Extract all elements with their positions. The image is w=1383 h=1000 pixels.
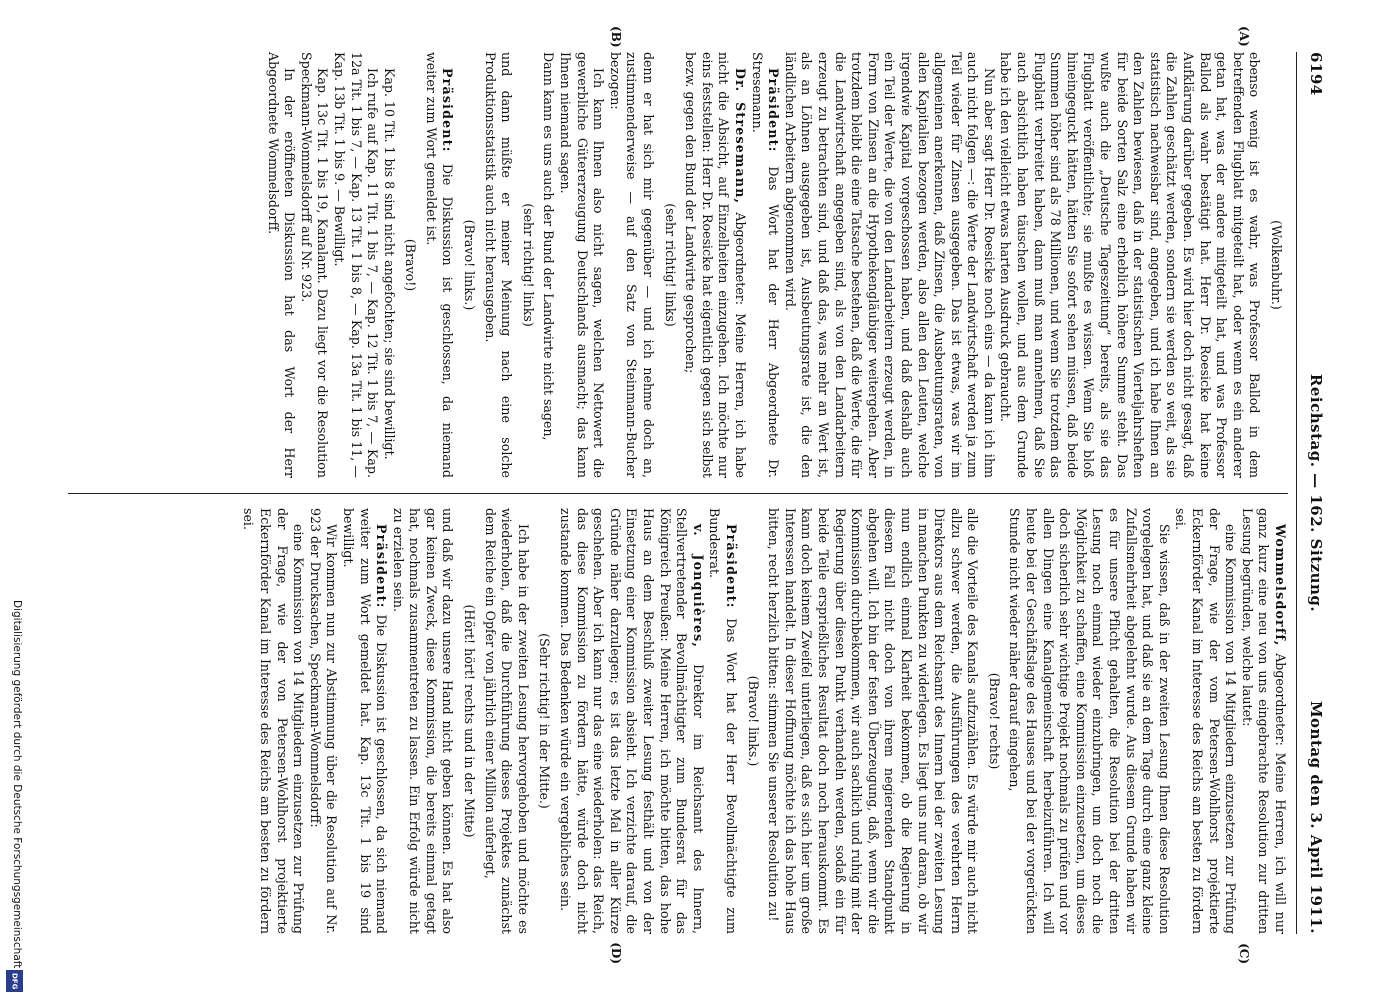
- quotation: eine Kommission von 14 Mitgliedern einzusetzen zur Prüfung der Frage, wie der von Petersen-Wohlhorst projektierte Eckernförder Kanal im Interesse des Reichs am besten zu fördern sei.: [241, 508, 307, 934]
- president-statement: Die Diskussion ist geschlossen, da sich niemand weiter zum Wort gemeldet hat. Kap. 13c Tit. 1 bis 19 sind bewilligt.: [340, 508, 390, 934]
- left-column: [68, 26, 1288, 479]
- quotation: Ich kann Ihnen also nicht sagen, welchen Nettowert die gewerbliche Gütererzeugung Deutschlands ausmacht; das kann Ihnen niemand sagen.: [558, 52, 607, 478]
- interjection: (Bravo!): [403, 238, 419, 292]
- paragraph: und daß wir dazu unsere Hand nicht geben können. Es hat also gar keinen Zweck, diese Kommission, die bereits einmal getagt hat, nochmals zusammentreten zu lassen. Ein Erfolg würde nicht zu erzielen sein.: [390, 508, 456, 934]
- speech: Abgeordneter: Meine Herren, ich habe nicht die Absicht, auf Einzelheiten einzugehen. Ich möchte nur eins feststellen: Herr Dr. Roesicke hat eigentlich gegen sich selbst bezw. gegen den Bund der Landwirte gesprochen;: [683, 52, 748, 479]
- dfg-logo: DFG: [6, 970, 23, 992]
- interjection: (Hört! hört! rechts und in der Mitte): [462, 604, 478, 838]
- president-statement: Das Wort hat der Herr Abgeordnete Dr. Stresemann.: [749, 52, 782, 478]
- president-statement: Die Diskussion ist geschlossen, da niemand weiter zum Wort gemeldet ist.: [423, 52, 456, 478]
- paragraph: alle die Vorteile des Kanals aufzuzählen. Es würde mir auch nicht allzu schwer werden, die Ausführungen des verehrten Herrn Direktors aus dem Reichsamt des Innern bei der zweiten Lesung in manchen Punkten zu widerlegen. Es liegt uns nur daran, ob wir nun endlich einmal Klarheit bekommen, ob die Regierung in diesem Fall nicht doch von ihrem negierenden Standpunkt abgehen will. Ich bin der festen Überzeugung, daß, wenn wir die Kommission durchbekommen, wir auch sachlich und ruhig mit der Regierung über diesen Punkt verhandeln werden, sodaß ein für beide Teile ersprießliches Resultat doch noch herauskommt. Es kann doch keinem Zweifel unterliegen, daß es sich hier um große Interessen handelt. In dieser Hoffnung möchte ich das hohe Haus bitten, recht herzlich bitten: stimmen Sie unserer Resolution zu!: [766, 508, 981, 934]
- paragraph: ebenso wenig ist es wahr, was Professor Ballod in dem betreffenden Flugblatt mitgeteilt hat, oder wenn es ein anderer getan hat, was der andere mitgeteilt hat, und was Professor Ballod als wahr bestätigt hat. Herr Dr. Roesicke hat keine Aufklärung darüber gegeben. Es wird hier doch nicht gesagt, daß die Zahlen geschätzt werden, sondern sie werden so weit, als sie statistisch nachweisbar sind, angegeben, und ich habe Ihnen an den Zahlen bewiesen, daß in der statistischen Vierteljahrsheften für beide Sorten Salz eine erheblich höhere Summe steht. Das wußte auch die „Deutsche Tageszeitung“ bereits, als sie das Flugblatt veröffentlichte; sie mußte es wissen. Wenn Sie bloß hineingeguckt hätten, hätten Sie sofort sehen müssen, daß beide Summen höher sind als 78 Millionen, und wenn Sie trotzdem das Flugblatt verbreitet haben, dann muß man annehmen, daß Sie auch absichtlich haben täuschen wollen, und aus dem Grunde habe ich den vielleicht etwas harten Ausdruck gebraucht.: [998, 52, 1263, 478]
- paragraph: Ich rufe auf Kap. 11 Tit. 1 bis 7, — Kap. 12 Tit. 1 bis 7, — Kap. 12a Tit. 1 bis 7, — Kap. 13 Tit. 1 bis 8, — Kap. 13a Tit. 1 bis 11, — Kap. 13b Tit. 1 bis 9. — Bewilligt.: [331, 52, 381, 478]
- paragraph: Kap. 10 Tit. 1 bis 8 sind nicht angefochten; sie sind bewilligt.: [381, 68, 397, 460]
- interjection: (sehr richtig! links): [520, 203, 536, 327]
- president-label: Präsident:: [766, 68, 782, 153]
- margin-marker-a: (A): [1237, 26, 1251, 47]
- page-number: 6194: [1307, 52, 1325, 96]
- interjection: (Sehr richtig! in der Mitte.): [537, 633, 553, 809]
- paragraph: Ich habe in der zweiten Lesung hervorgehoben und möchte es wiederholen, daß die Durchführung dieses Projektes zunächst dem Reiche ein Opfer von jährlich einer Million auferlegt,: [482, 508, 531, 934]
- credit-text: Digitalisierung gefördert durch die Deutsche Forschungsgemeinschaft: [11, 600, 23, 969]
- interjection: (Bravo! links.): [745, 675, 761, 767]
- text-columns: [68, 26, 1288, 964]
- paragraph: Wir kommen nun zur Abstimmung über die Resolution auf Nr. 923 der Drucksachen, Speckmann-Wommelsdorff:: [307, 508, 340, 934]
- paragraph: Dann kann es uns auch der Bund der Landwirte nicht sagen,: [541, 52, 557, 441]
- speech: Abgeordneter: Meine Herren, ich will nur ganz kurz eine neu von uns eingebrachte Resolution zur dritten Lesung begründen, welche lautet:: [1239, 508, 1288, 934]
- president-statement: Das Wort hat der Herr Bevollmächtigte zum Bundesrat.: [707, 508, 739, 934]
- margin-marker-d: (D): [609, 942, 623, 964]
- paragraph: Sie wissen, daß in der zweiten Lesung Ihnen diese Resolution vorgelegen hat, und daß sie an dem Tage durch eine ganz kleine Zufallsmehrheit abgelehnt wurde. Aus diesem Grunde haben wir es für unsere Pflicht gehalten, die Resolution bei der dritten Lesung noch einmal wieder einzubringen, um doch noch die Möglichkeit zu schaffen, eine Kommission einzusetzen, um dieses doch sicherlich sehr wichtige Projekt nochmals zu prüfen und vor allen Dingen eine Kanalgemeinschaft herbeizuführen. Ich will heute bei der Geschäftslage des Hauses und bei der vorgerückten Stunde nicht wieder näher darauf eingehen,: [1007, 508, 1172, 934]
- speech: Direktor im Reichsamt des Innern, Stellvertretender Bevollmächtigter zum Bundesrat für das Königreich Preußen: Meine Herren, ich möchte bitten, das hohe Haus an dem Beschluß zweiter Lesung festhält und von der Einsetzung einer Kommission absieht. Ich verzichte darauf, die Gründe näher darzulegen; es ist das letzte Mal in aller Kürze geschehen. Aber ich kann nur das eine wiederholen: das Reich, das diese Kommission zu fördern hätte, würde doch nicht zustande kommen. Das Bedenken würde ein vergebliches sein.: [558, 508, 706, 934]
- speaker-continuation: (Wolkenbuhr.): [1269, 220, 1284, 310]
- interjection: (Bravo! links.): [462, 219, 478, 311]
- header-rule: [1296, 52, 1297, 934]
- president-label: Präsident:: [374, 524, 390, 609]
- page-title: Reichstag. — 162. Sitzung.: [1307, 373, 1325, 613]
- right-column: [68, 508, 1288, 964]
- paragraph: denn er hat sich mir gegenüber — und ich nehme doch an, zustimmenderweise — auf den Satz von Steinmann-Bucher bezogen:: [607, 52, 657, 478]
- margin-marker-b: (B): [609, 26, 623, 48]
- speaker-name: v. Jonquières,: [690, 524, 706, 649]
- session-date: Montag den 3. April 1911.: [1307, 700, 1325, 934]
- digitization-credit: [3, 600, 27, 995]
- margin-marker-c: (C): [1237, 943, 1251, 964]
- paragraph: und dann müßte er meiner Meinung nach eine solche Produktionsstatistik auch nicht herausgeben.: [482, 52, 515, 478]
- interjection: (Bravo! rechts): [986, 672, 1002, 770]
- president-label: Präsident:: [724, 524, 739, 609]
- speaker-name: Dr. Stresemann,: [733, 68, 748, 205]
- column-divider: [68, 493, 1288, 494]
- running-head: [1299, 52, 1325, 934]
- president-label: Präsident:: [440, 68, 456, 153]
- speaker-name: Wommelsdorff,: [1273, 524, 1288, 647]
- paragraph: In der eröffneten Diskussion hat das Wort der Herr Abgeordnete Wommelsdorff.: [265, 52, 298, 478]
- paragraph: Nun aber sagt Herr Dr. Roesicke noch eins — da kann ich ihm auch nicht folgen —: die Werte der Landwirtschaft werden ja zum Teil wieder für Zinsen ausgegeben. Das ist etwas, was wir im allgemeinen anerkennen, daß Zinsen, die Ausbeutungsraten, von allen Kapitalien bezogen werden, also allen den Leuten, welche irgendwie Kapital vorgeschossen haben, und daß deshalb auch ein Teil der Werte, die von den Landarbeitern erzeugt werden, in Form von Zinsen an die Hypothekengläubiger weitergehen. Aber trotzdem bleibt die eine Tatsache bestehen, daß die Werte, die für die Landwirtschaft angegeben sind, als von den Landarbeitern erzeugt zu betrachten sind, und daß das, was mehr an Wert ist, als an Löhnen ausgegeben ist, Ausbeutungsrate ist, die den ländlichen Arbeitern abgenommen wird.: [782, 52, 997, 478]
- paragraph: Kap. 13c Tit. 1 bis 19, Kanalamt. Dazu liegt vor die Resolution Speckmann-Wommelsdorff auf Nr. 923.: [298, 52, 331, 478]
- quotation: eine Kommission von 14 Mitgliedern einzusetzen zur Prüfung der Frage, wie der vom Petersen-Wohlhorst projektierte Eckernförder Kanal im Interesse des Reichs am besten zu fördern sei.: [1173, 508, 1239, 934]
- interjection: (sehr richtig! links): [662, 203, 678, 327]
